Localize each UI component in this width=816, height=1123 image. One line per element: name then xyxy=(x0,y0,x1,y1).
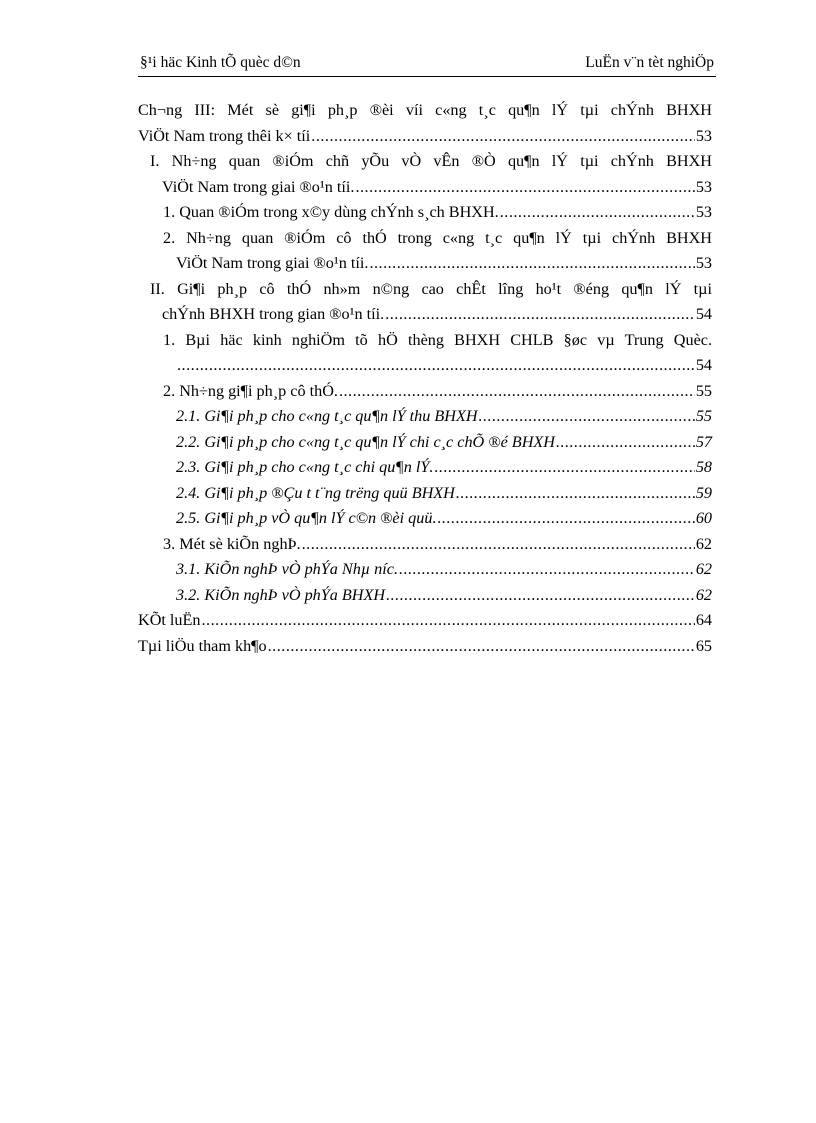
toc-entry-title: 2.3. Gi¶i ph¸p cho c«ng t¸c chi qu¶n lÝ. xyxy=(176,458,434,476)
header-document-type: LuËn v¨n tèt nghiÖp xyxy=(585,54,714,71)
toc-entry-section-1[interactable] xyxy=(138,149,712,200)
toc-entry-section-2-3-2[interactable] xyxy=(138,583,712,609)
toc-entry-section-2-3[interactable] xyxy=(138,532,712,558)
toc-leader-dots xyxy=(399,557,695,583)
toc-entry-section-2[interactable] xyxy=(138,277,712,328)
toc-entry-title-cont: chÝnh BHXH trong gian ®o¹n tíi. xyxy=(162,305,385,323)
toc-page-number: 62 xyxy=(695,560,712,578)
toc-page-number: 53 xyxy=(695,126,712,145)
toc-leader-dots xyxy=(556,430,695,456)
toc-leader-dots xyxy=(302,532,695,558)
toc-entry-section-2-1[interactable] xyxy=(138,328,712,379)
toc-entry-title: 3.2. KiÕn nghÞ vÒ phÝa BHXH xyxy=(176,585,386,604)
toc-entry-section-2-2-5[interactable] xyxy=(138,506,712,532)
toc-leader-dots xyxy=(479,404,695,430)
toc-entry-title: Ch¬ng III: Mét sè gi¶i ph¸p ®èi víi c«ng t¸c qu¶n lÝ tµi chÝnh BHXH xyxy=(138,101,712,119)
toc-page-number: 53 xyxy=(695,177,712,196)
toc-leader-dots xyxy=(202,608,695,634)
toc-entry-section-2-2-3[interactable] xyxy=(138,455,712,481)
toc-page-number: 53 xyxy=(695,203,712,221)
toc-page-number: 54 xyxy=(695,356,712,374)
toc-entry-title-cont: ViÖt Nam trong giai ®o¹n tíi. xyxy=(176,254,369,272)
toc-leader-dots xyxy=(438,506,695,532)
toc-entry-title: 2. Nh÷ng quan ®iÓm cô thÓ trong c«ng t¸c qu¶n lÝ tµi chÝnh BHXH xyxy=(163,228,712,247)
toc-entry-section-2-2-1[interactable] xyxy=(138,404,712,430)
toc-page-number: 62 xyxy=(695,585,712,604)
toc-page-number: 55 xyxy=(695,381,712,400)
toc-page-number: 57 xyxy=(695,432,712,451)
toc-entry-title: 3. Mét sè kiÕn nghÞ. xyxy=(163,534,301,553)
toc-entry-title: 3.1. KiÕn nghÞ vÒ phÝa Nhµ níc. xyxy=(176,560,399,578)
toc-leader-dots xyxy=(268,634,695,660)
toc-page-number: 53 xyxy=(695,254,712,272)
toc-entry-title: KÕt luËn xyxy=(138,611,201,629)
toc-page-number: 65 xyxy=(695,636,712,655)
toc-entry-title: 2.5. Gi¶i ph¸p vÒ qu¶n lÝ c©n ®èi quü. xyxy=(176,509,437,527)
toc-entry-title: 2.4. Gi¶i ph¸p ®Çu t t¨ng trëng quü BHXH xyxy=(176,483,455,502)
toc-entry-section-1-1[interactable] xyxy=(138,200,712,226)
toc-leader-dots xyxy=(456,481,695,507)
page-header xyxy=(138,52,716,77)
toc-page-number: 55 xyxy=(695,407,712,425)
toc-leader-dots xyxy=(369,251,694,277)
toc-page-number: 58 xyxy=(695,458,712,476)
toc-leader-dots xyxy=(339,379,695,405)
toc-leader-dots xyxy=(311,124,695,150)
toc-entry-references[interactable] xyxy=(138,634,712,660)
toc-entry-section-2-2-2[interactable] xyxy=(138,430,712,456)
toc-entry-title: 2. Nh÷ng gi¶i ph¸p cô thÓ. xyxy=(163,381,338,400)
toc-entry-conclusion[interactable] xyxy=(138,608,712,634)
toc-entry-title: 1. Quan ®iÓm trong x©y dùng chÝnh s¸ch BHXH. xyxy=(163,203,499,221)
toc-entry-title: II. Gi¶i ph¸p cô thÓ nh»m n©ng cao chÊt lîng ho¹t ®éng qu¶n lÝ tµi xyxy=(150,279,712,298)
toc-leader-dots xyxy=(385,302,695,328)
toc-page-number: 64 xyxy=(695,611,712,629)
toc-entry-section-2-3-1[interactable] xyxy=(138,557,712,583)
toc-leader-dots xyxy=(177,353,695,379)
toc-entry-title: Tµi liÖu tham kh¶o xyxy=(138,636,267,655)
header-institution: §¹i häc Kinh tÕ quèc d©n xyxy=(140,54,301,71)
toc-leader-dots xyxy=(434,455,694,481)
toc-leader-dots xyxy=(500,200,695,226)
toc-entry-section-1-2[interactable] xyxy=(138,226,712,277)
toc-entry-title: 2.2. Gi¶i ph¸p cho c«ng t¸c qu¶n lÝ chi c¸c chÕ ®é BHXH xyxy=(176,432,555,451)
toc-page-number: 54 xyxy=(695,305,712,323)
toc-leader-dots xyxy=(386,583,695,609)
toc-entry-section-2-2[interactable] xyxy=(138,379,712,405)
toc-entry-section-2-2-4[interactable] xyxy=(138,481,712,507)
toc-entry-chapter-3[interactable] xyxy=(138,98,712,149)
toc-page-number: 62 xyxy=(695,534,712,553)
toc-entry-title: 1. Bµi häc kinh nghiÖm tõ hÖ thèng BHXH CHLB §øc vµ Trung Quèc. xyxy=(163,330,712,349)
toc-leader-dots xyxy=(355,175,694,201)
toc-entry-title: I. Nh÷ng quan ®iÓm chñ yÕu vÒ vÊn ®Ò qu¶n lÝ tµi chÝnh BHXH xyxy=(150,152,712,170)
toc-page-number: 59 xyxy=(695,483,712,502)
toc-entry-title: 2.1. Gi¶i ph¸p cho c«ng t¸c qu¶n lÝ thu BHXH xyxy=(176,407,478,425)
toc-entry-title-cont: ViÖt Nam trong giai ®o¹n tíi. xyxy=(162,177,355,196)
toc-page-number: 60 xyxy=(695,509,712,527)
toc-entry-title-cont: ViÖt Nam trong thêi k× tíi xyxy=(138,126,311,145)
table-of-contents xyxy=(138,98,712,659)
